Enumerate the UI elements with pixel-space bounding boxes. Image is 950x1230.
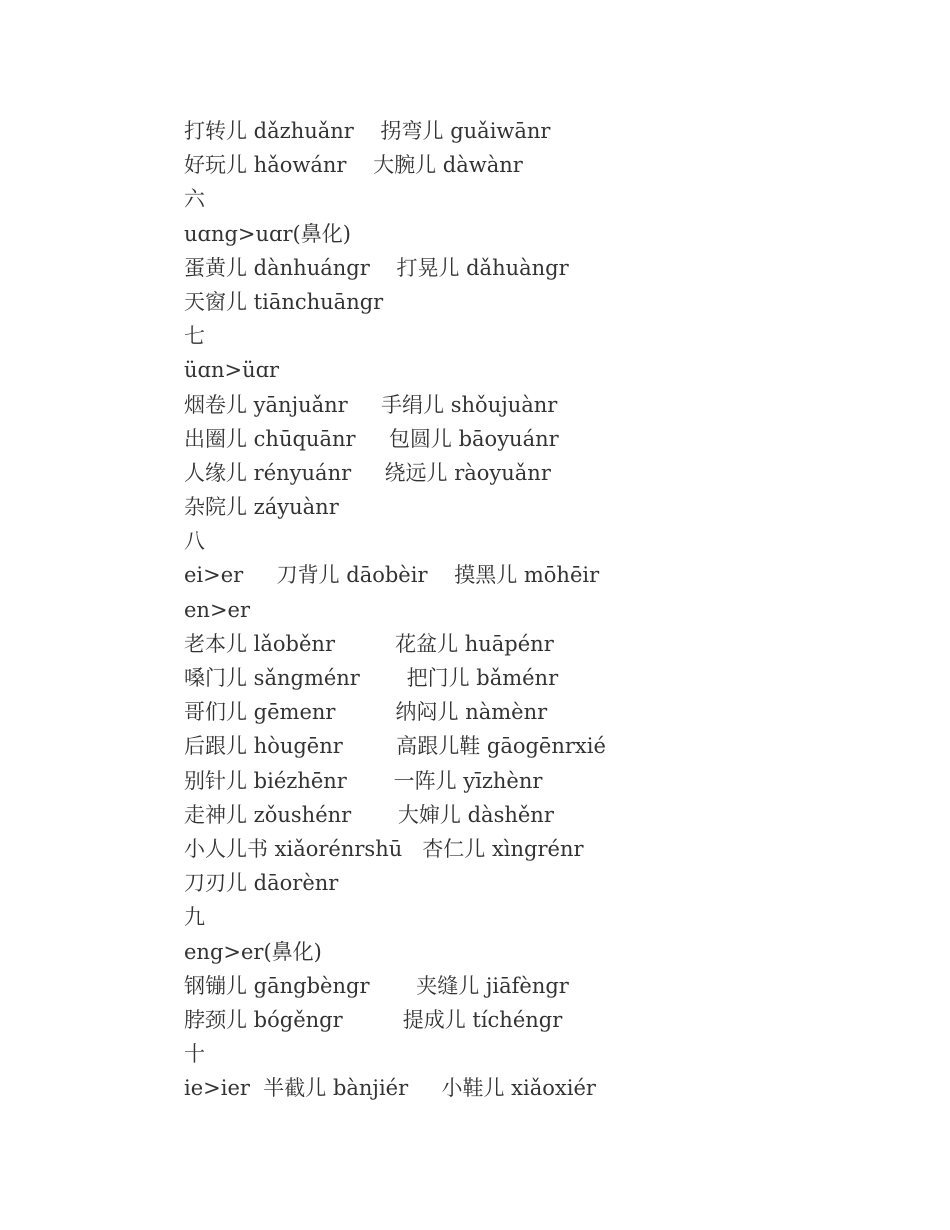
text-line: 老本儿 lǎoběnr 花盆儿 huāpénr [184, 631, 554, 656]
section-heading: 六 [184, 187, 205, 212]
document-page [184, 114, 904, 1105]
rule-line: ei>er 刀背儿 dāobèir 摸黑儿 mōhēir [184, 563, 600, 588]
text-line: 天窗儿 tiānchuāngr [184, 289, 384, 314]
text-line: 杂院儿 záyuànr [184, 495, 339, 520]
text-line: 脖颈儿 bógěngr 提成儿 tíchéngr [184, 1007, 563, 1032]
rule-line: uɑng>uɑr(鼻化) [184, 221, 351, 246]
rule-line: üɑn>üɑr [184, 358, 280, 383]
text-line: 后跟儿 hòugēnr 高跟儿鞋 gāogēnrxié [184, 734, 606, 759]
text-line: 小人儿书 xiǎorénrshū 杏仁儿 xìngrénr [184, 836, 584, 861]
text-line: 人缘儿 rényuánr 绕远儿 ràoyuǎnr [184, 460, 551, 485]
section-heading: 九 [184, 905, 205, 930]
rule-line: eng>er(鼻化) [184, 939, 322, 964]
section-heading: 八 [184, 529, 205, 554]
text-line: 钢镚儿 gāngbèngr 夹缝儿 jiāfèngr [184, 973, 569, 998]
text-line: 打转儿 dǎzhuǎnr 拐弯儿 guǎiwānr [184, 119, 551, 143]
rule-line: en>er [184, 597, 251, 622]
text-line: 嗓门儿 sǎngménr 把门儿 bǎménr [184, 666, 559, 690]
text-line: 哥们儿 gēmenr 纳闷儿 nàmènr [184, 700, 548, 725]
text-line: 出圈儿 chūquānr 包圆儿 bāoyuánr [184, 426, 559, 451]
section-heading: 七 [184, 324, 205, 349]
text-line: 好玩儿 hǎowánr 大腕儿 dàwànr [184, 153, 523, 178]
text-line: 别针儿 biézhēnr 一阵儿 yīzhènr [184, 768, 543, 793]
rule-line: ie>ier 半截儿 bànjiér 小鞋儿 xiǎoxiér [184, 1076, 596, 1101]
text-line: 走神儿 zǒushénr 大婶儿 dàshěnr [184, 802, 554, 827]
section-heading: 十 [184, 1042, 205, 1067]
text-line: 刀刃儿 dāorènr [184, 871, 339, 896]
text-line: 蛋黄儿 dànhuángr 打晃儿 dǎhuàngr [184, 255, 569, 280]
text-line: 烟卷儿 yānjuǎnr 手绢儿 shǒujuànr [184, 392, 558, 417]
